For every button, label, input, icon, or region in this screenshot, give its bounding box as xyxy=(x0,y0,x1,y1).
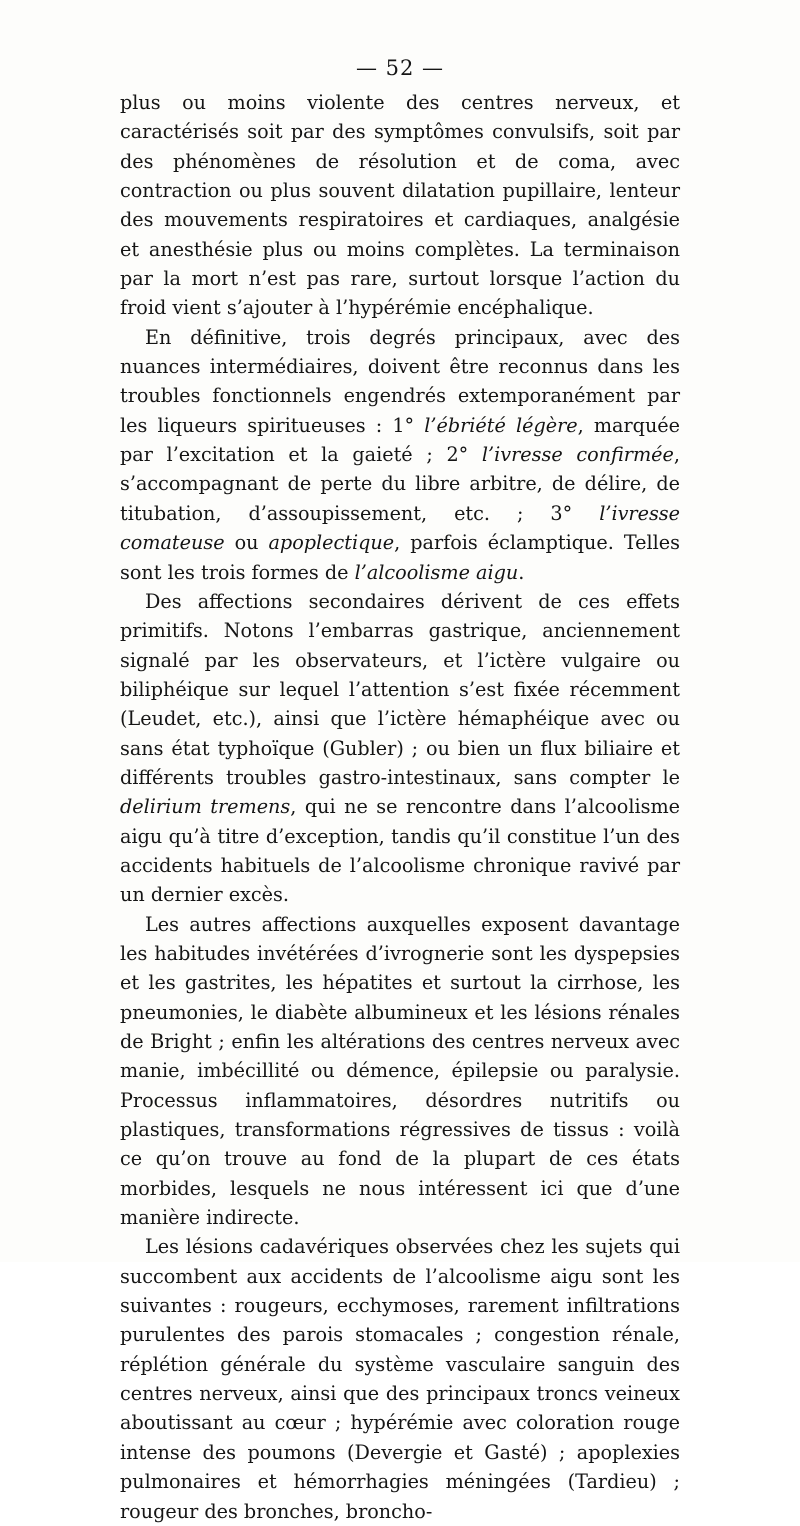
italic-term: l’ébriété légère xyxy=(424,413,578,437)
body-text xyxy=(120,88,680,1526)
paragraph-secondary-affections xyxy=(120,587,680,910)
text-run: , s’accompagnant de perte du libre arbitre, de délire, de titubation, d’assoupissement, etc. ; 3° xyxy=(120,443,680,525)
text-run: En définitive, trois degrés principaux, avec des nuances intermédiaires, doivent être reconnus dans les troubles fonctionnels engendrés extemporanément par les liqueurs spiritueuses : 1° xyxy=(120,325,680,437)
text-run: , marquée par l’excitation et la gaieté ; 2° xyxy=(120,413,681,467)
text-run: Les lésions cadavériques observées chez les sujets qui succombent aux accidents de l’alcoolisme aigu sont les suivantes : rougeurs, ecchymoses, rarement infiltrations purulentes des parois stomacales ; congestion rénale, réplétion générale du système vasculaire sanguin des centres nerveux, ainsi que des principaux troncs veineux aboutissant au cœur ; hypérémie avec coloration rouge intense des poumons (Devergie et Gasté) ; apoplexies pulmonaires et hémorrhagies méningées (Tardieu) ; rougeur des bronches, broncho- xyxy=(120,1235,680,1523)
italic-term: l’alcoolisme aigu xyxy=(354,560,519,584)
paragraph-degrees-of-intoxication xyxy=(120,323,680,587)
text-run: . xyxy=(518,560,525,584)
paragraph-cadaveric-lesions xyxy=(120,1232,680,1525)
text-run: Des affections secondaires dérivent de ces effets primitifs. Notons l’embarras gastrique, anciennement signalé par les observateurs, et l’ictère vulgaire ou biliphéique sur lequel l’attention s’est fixée récemment (Leudet, etc.), ainsi que l’ictère hémaphéique avec ou sans état typhoïque (Gubler) ; ou bien un flux biliaire et différents troubles gastro-intestinaux, sans compter le xyxy=(120,589,680,789)
text-run: Les autres affections auxquelles exposent davantage les habitudes invétérées d’ivrognerie sont les dyspepsies et les gastrites, les hépatites et surtout la cirrhose, les pneumonies, le diabète albumineux et les lésions rénales de Bright ; enfin les altérations des centres nerveux avec manie, imbécillité ou démence, épilepsie ou paralysie. Processus inflammatoires, désordres nutritifs ou plastiques, transformations régressives de tissus : voilà ce qu’on trouve au fond de la plupart de ces états morbides, lesquels ne nous intéressent ici que d’une manière indirecte. xyxy=(120,912,680,1230)
page-number: — 52 — xyxy=(355,56,445,80)
italic-term: delirium tremens xyxy=(120,795,291,819)
text-run: plus ou moins violente des centres nerveux, et caractérisés soit par des symptômes convulsifs, soit par des phénomènes de résolution et de coma, avec contraction ou plus souvent dilatation pupillaire, lenteur des mouvements respiratoires et cardiaques, analgésie et anesthésie plus ou moins complètes. La terminaison par la mort n’est pas rare, surtout lorsque l’action du froid vient s’ajouter à l’hypérémie encéphalique. xyxy=(120,91,680,320)
italic-term: l’ivresse confirmée xyxy=(481,443,674,467)
text-run: ou xyxy=(224,531,269,555)
paragraph-continued xyxy=(120,88,680,323)
paragraph-chronic-affections xyxy=(120,910,680,1233)
italic-term: l’ivresse comateuse xyxy=(120,501,680,555)
text-run: , qui ne se rencontre dans l’alcoolisme aigu qu’à titre d’exception, tandis qu’il constitue l’un des accidents habituels de l’alcoolisme chronique ravivé par un dernier excès. xyxy=(120,795,680,907)
italic-term: apoplectique xyxy=(268,531,395,555)
text-run: , parfois éclamptique. Telles sont les trois formes de xyxy=(120,531,680,584)
